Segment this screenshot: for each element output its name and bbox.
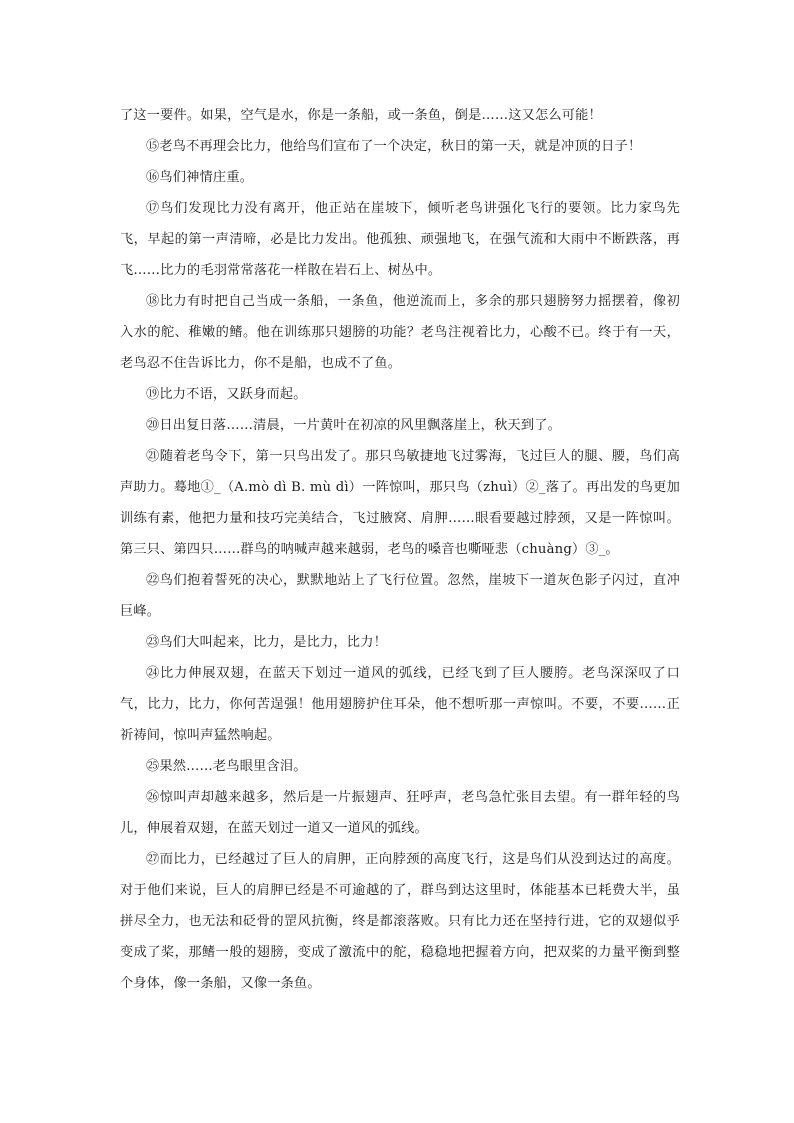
paragraph-p16: ⑯鸟们神情庄重。 <box>146 170 254 185</box>
paragraph-p17: ⑰鸟们发现比力没有离开，他正站在崖坡下，倾听老鸟讲强化飞行的要领。比力家鸟先飞，早起的第一声清啼，必是比力发出。他孤独、顽强地飞，在强气流和大雨中不断跌落，再飞……比力的毛羽常常落花一样散在岩石上、树丛中。 <box>120 201 680 278</box>
paragraph-p23: ㉓鸟们大叫起来，比力，是比力，比力！ <box>146 635 387 650</box>
document-body <box>120 100 680 999</box>
paragraph-p19: ⑲比力不语，又跃身而起。 <box>146 387 307 402</box>
paragraph-p20: ⑳日出复日落……清晨，一片黄叶在初凉的风里飘落崖上，秋天到了。 <box>146 418 562 433</box>
paragraph-p15: ⑮老鸟不再理会比力，他给鸟们宣布了一个决定，秋日的第一天，就是冲顶的日子！ <box>146 139 642 154</box>
paragraph-p22: ㉒鸟们抱着誓死的决心，默默地站上了飞行位置。忽然，崖坡下一道灰色影子闪过，直冲巨峰。 <box>120 573 680 619</box>
paragraph-p25: ㉕果然……老鸟眼里含泪。 <box>146 759 307 774</box>
paragraph-p26: ㉖惊叫声却越来越多，然后是一片振翅声、狂呼声，老鸟急忙张目去望。有一群年轻的鸟儿，伸展着双翅，在蓝天划过一道又一道风的弧线。 <box>120 790 680 836</box>
paragraph-p24: ㉔比力伸展双翅，在蓝天下划过一道风的弧线，已经飞到了巨人腰胯。老鸟深深叹了口气，比力，比力，你何苦逞强！他用翅膀护住耳朵，他不想听那一声惊叫。不要，不要……正祈祷间，惊叫声猛然响起。 <box>120 666 680 743</box>
paragraph-p27: ㉗而比力，已经越过了巨人的肩胛，正向脖颈的高度飞行，这是鸟们从没到达过的高度。对于他们来说，巨人的肩胛已经是不可逾越的了，群鸟到达这里时，体能基本已耗费大半，虽拼尽全力，也无法和砭骨的罡风抗衡，终是都滚落败。只有比力还在坚持行进，它的双翅似乎变成了桨，那鳍一般的翅膀，变成了激流中的舵，稳稳地把握着方向，把双桨的力量平衡到整个身体，像一条船，又像一条鱼。 <box>120 852 680 991</box>
paragraph-p18: ⑱比力有时把自己当成一条船，一条鱼，他逆流而上，多余的那只翅膀努力摇摆着，像初入水的舵、稚嫩的鳍。他在训练那只翅膀的功能？老鸟注视着比力，心酸不已。终于有一天，老鸟忍不住告诉比力，你不是船，也成不了鱼。 <box>120 294 680 371</box>
paragraph-p21: ㉑随着老鸟令下，第一只鸟出发了。那只鸟敏捷地飞过雾海，飞过巨人的腿、腰，鸟们高声助力。蓦地①_（A.mò dì B. mù dì）一阵惊叫，那只鸟（zhuì）②_落了。再出发的鸟更加训练有素，他把力量和技巧完美结合，飞过腋窝、肩胛……眼看要越过脖颈，又是一阵惊叫。第三只、第四只……群鸟的呐喊声越来越弱，老鸟的嗓音也嘶哑悲（chuàng）③_。 <box>120 449 680 557</box>
paragraph-p14-tail: 了这一要件。如果，空气是水，你是一条船，或一条鱼，倒是……这又怎么可能！ <box>120 108 602 123</box>
